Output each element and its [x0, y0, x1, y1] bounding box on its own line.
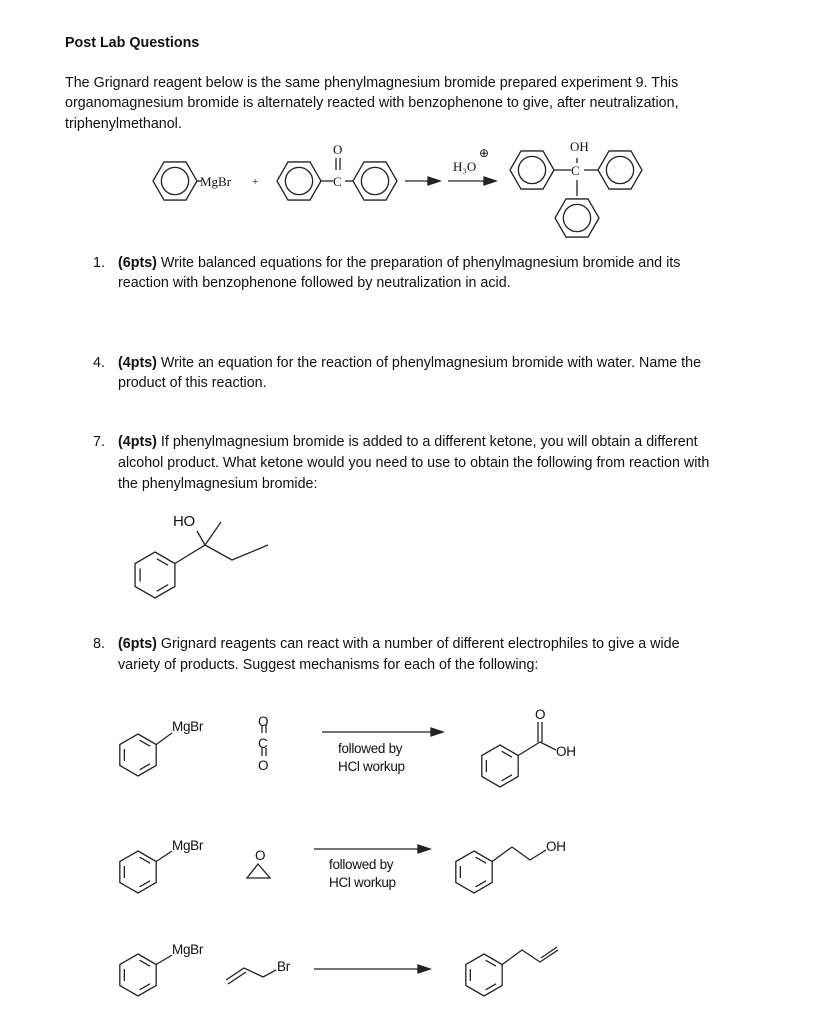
- question-number: 8.: [93, 636, 105, 652]
- arrow-head: [428, 177, 440, 185]
- question-points: (4pts): [118, 355, 157, 371]
- question-text: reaction with benzophenone followed by neutralization in acid.: [118, 275, 511, 291]
- reagent-h3o: H₃O: [453, 159, 477, 174]
- arrow-head: [484, 177, 496, 185]
- condition-text: HCl workup: [329, 875, 396, 890]
- question-number: 7.: [93, 434, 105, 450]
- bond-line: [518, 742, 540, 756]
- question-text: product of this reaction.: [118, 375, 267, 391]
- hydroxyl-label: OH: [570, 139, 589, 154]
- aromatic-circle: [161, 167, 188, 194]
- carbonyl-oxygen: O: [535, 707, 546, 722]
- double-bond-line: [486, 984, 496, 990]
- question-text: alcohol product. What ketone would you need to use to obtain the following from reaction with: [118, 455, 710, 471]
- benzene-ring: [466, 954, 502, 996]
- page-title: Post Lab Questions: [65, 35, 200, 51]
- benzene-ring: [120, 734, 156, 776]
- arrow-head: [418, 845, 430, 853]
- hydroxyl-label: OH: [546, 839, 566, 854]
- bond-chain: [492, 847, 546, 862]
- carbonyl-carbon: C: [333, 174, 342, 189]
- bond-line: [156, 955, 172, 965]
- plus-sign: +: [252, 176, 259, 188]
- aromatic-circle: [606, 156, 633, 183]
- co2-carbon: C: [258, 736, 268, 751]
- question-text: the phenylmagnesium bromide:: [118, 476, 318, 492]
- double-bond-line: [502, 751, 512, 757]
- double-bond-line: [157, 585, 168, 592]
- co2-oxygen: O: [258, 758, 269, 773]
- ho-label: HO: [173, 513, 195, 530]
- positive-charge: ⊕: [479, 146, 490, 160]
- arrow-head: [418, 965, 430, 973]
- question-points: (6pts): [118, 636, 157, 652]
- epoxide-oxygen: O: [255, 848, 266, 863]
- condition-text: followed by: [329, 857, 394, 872]
- benzene-ring: [120, 851, 156, 893]
- intro-line: triphenylmethanol.: [65, 116, 182, 132]
- double-bond-line: [140, 984, 150, 990]
- mgbr-label: MgBr: [200, 174, 232, 189]
- benzene-ring: [135, 552, 175, 598]
- double-bond-line: [486, 960, 496, 966]
- carbonyl-oxygen: O: [333, 142, 343, 157]
- mgbr-label: MgBr: [172, 838, 204, 853]
- bond-line: [197, 531, 205, 545]
- intro-line: organomagnesium bromide is alternately reacted with benzophenone to give, after neutralization,: [65, 95, 679, 111]
- epoxide-ring: [247, 864, 270, 878]
- question-text: Grignard reagents can react with a number of different electrophiles to give a wide: [160, 636, 680, 652]
- benzene-ring: [120, 954, 156, 996]
- double-bond-line: [140, 960, 150, 966]
- double-bond-line: [140, 740, 150, 746]
- bond-line: [540, 742, 556, 750]
- question-text: variety of products. Suggest mechanisms for each of the following:: [118, 657, 539, 673]
- arrow-head: [431, 728, 443, 736]
- double-bond-line: [502, 775, 512, 781]
- bond-chain: [175, 522, 221, 564]
- aromatic-circle: [563, 204, 590, 231]
- double-bond-line: [157, 559, 168, 566]
- bond-line: [156, 851, 172, 862]
- intro-line: The Grignard reagent below is the same phenylmagnesium bromide prepared experiment 9. This: [65, 75, 679, 91]
- question-text: Write balanced equations for the preparation of phenylmagnesium bromide and its: [160, 255, 681, 271]
- question-points: (6pts): [118, 255, 157, 271]
- question-text: Write an equation for the reaction of phenylmagnesium bromide with water. Name the: [160, 355, 702, 371]
- double-bond-line: [140, 764, 150, 770]
- bromine-label: Br: [277, 959, 290, 974]
- central-carbon: C: [571, 163, 580, 178]
- question-number: 1.: [93, 255, 105, 271]
- aromatic-circle: [518, 156, 545, 183]
- mgbr-label: MgBr: [172, 942, 204, 957]
- condition-text: followed by: [338, 741, 403, 756]
- co2-oxygen: O: [258, 714, 269, 729]
- double-bond-line: [228, 972, 246, 984]
- bond-chain: [205, 545, 268, 560]
- bond-line: [156, 733, 172, 745]
- double-bond-line: [140, 881, 150, 887]
- double-bond-line: [476, 881, 486, 887]
- mgbr-label: MgBr: [172, 719, 204, 734]
- double-bond-line: [140, 857, 150, 863]
- benzene-ring: [456, 851, 492, 893]
- bond-chain: [226, 968, 276, 980]
- double-bond-line: [476, 857, 486, 863]
- question-points: (4pts): [118, 434, 157, 450]
- aromatic-circle: [361, 167, 388, 194]
- benzene-ring: [482, 745, 518, 787]
- question-text: If phenylmagnesium bromide is added to a different ketone, you will obtain a different: [160, 434, 698, 450]
- aromatic-circle: [285, 167, 312, 194]
- question-number: 4.: [93, 355, 105, 371]
- hydroxyl-label: OH: [556, 744, 576, 759]
- condition-text: HCl workup: [338, 759, 405, 774]
